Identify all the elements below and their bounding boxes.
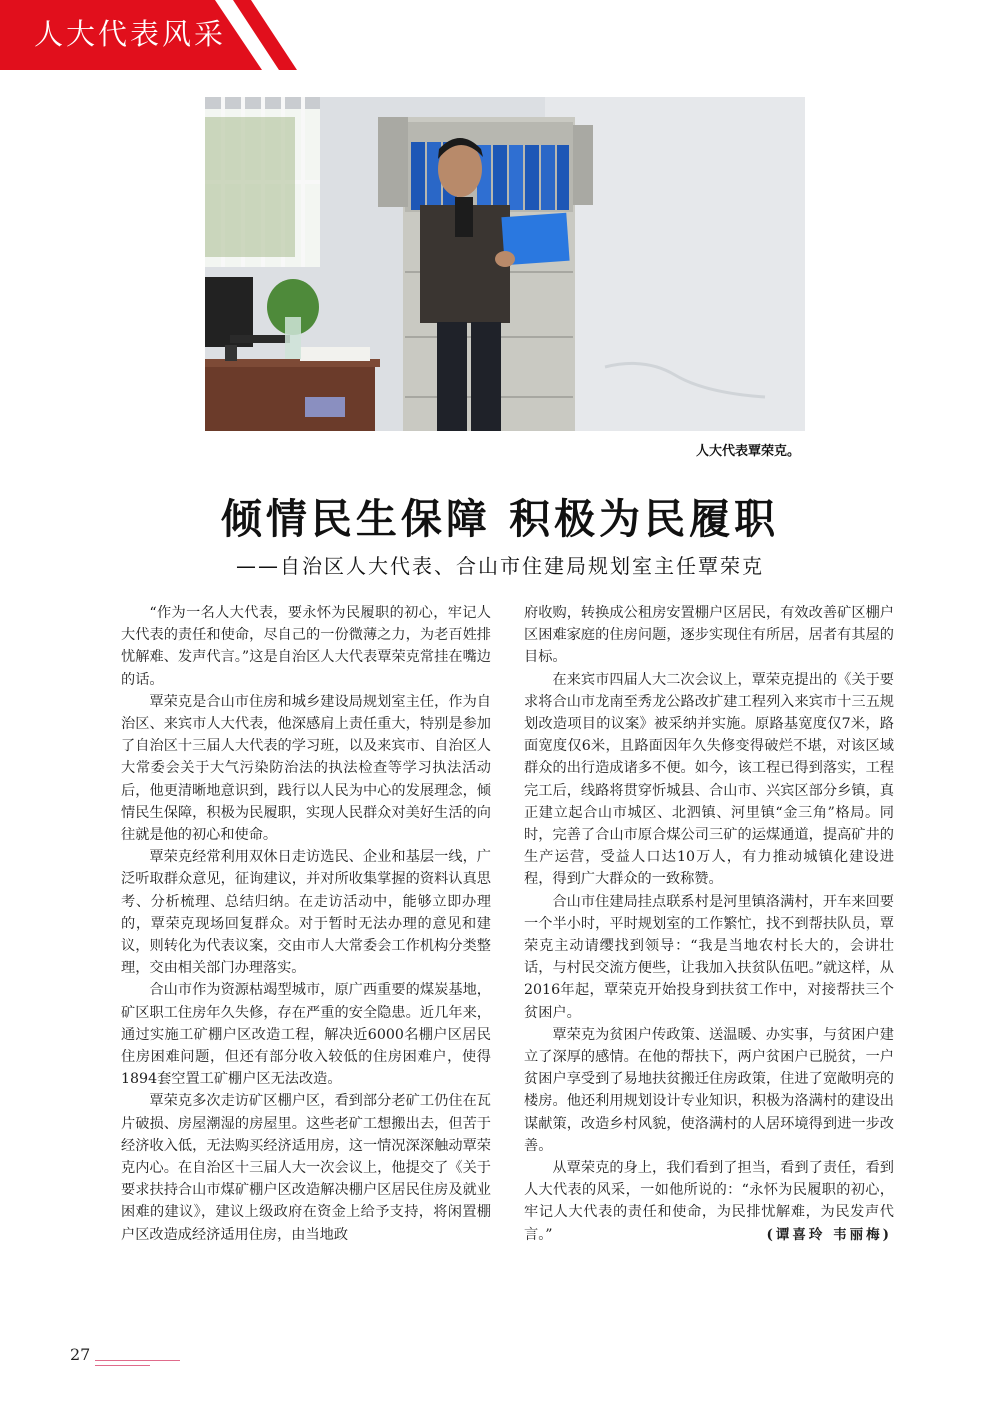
right-column	[524, 602, 894, 1246]
paragraph: 覃荣克为贫困户传政策、送温暖、办实事，与贫困户建立了深厚的感情。在他的帮扶下，两户贫困户已脱贫，一户贫困户享受到了易地扶贫搬迁住房政策，住进了宽敞明亮的楼房。他还利用规划设计专业知识，积极为洛满村的建设出谋献策，改造乡村风貌，使洛满村的人居环境得到进一步改善。	[524, 1026, 894, 1154]
section-title: 人大代表风采	[34, 17, 227, 51]
article-subheadline: ——自治区人大代表、合山市住建局规划室主任覃荣克	[236, 554, 764, 578]
paragraph: 覃荣克是合山市住房和城乡建设局规划室主任，作为自治区、来宾市人大代表，他深感肩上责任重大，特别是参加了自治区十三届人大代表的学习班，以及来宾市、自治区人大常委会关于大气污染防治法的执法检查等学习执法活动后，他更清晰地意识到，践行以人民为中心的发展理念，倾情民生保障，积极为民履职，实现人民群众对美好生活的向往就是他的初心和使命。	[121, 693, 491, 844]
page-rule	[95, 1360, 180, 1361]
photo-caption: 人大代表覃荣克。	[695, 444, 800, 459]
left-column	[121, 602, 491, 1246]
paragraph: 合山市作为资源枯竭型城市，原广西重要的煤炭基地，矿区职工住房年久失修，存在严重的安全隐患。近几年来，通过实施工矿棚户区改造工程，解决近6000名棚户区居民住房困难问题，但还有部分收入较低的住房困难户，使得1894套空置工矿棚户区无法改造。	[121, 982, 491, 1088]
paragraph: 覃荣克多次走访矿区棚户区，看到部分老矿工仍住在瓦片破损、房屋潮湿的房屋里。这些老矿工想搬出去，但苦于经济收入低，无法购买经济适用房，这一情况深深触动覃荣克内心。在自治区十三届人大一次会议上，他提交了《关于要求扶持合山市煤矿棚户区改造解决棚户区居民住房及就业困难的建议》，建议上级政府在资金上给予支持，将闲置棚户区改造成经济适用住房，由当地政	[121, 1093, 491, 1243]
paragraph-continuation: 府收购，转换成公租房安置棚户区居民，有效改善矿区棚户区困难家庭的住房问题，逐步实现住有所居，居者有其屋的目标。	[524, 605, 894, 666]
page-number: 27	[70, 1345, 91, 1364]
paragraph: 从覃荣克的身上，我们看到了担当，看到了责任，看到人大代表的风采，一如他所说的：“永怀为民履职的初心，牢记人大代表的责任和使命，为民排忧解难，为民发声代言。”	[524, 1160, 894, 1243]
article-headline: 倾情民生保障 积极为民履职	[220, 495, 780, 543]
office-photo-illustration	[205, 97, 805, 431]
paragraph: 在来宾市四届人大二次会议上，覃荣克提出的《关于要求将合山市龙南至秀龙公路改扩建工程列入来宾市十三五规划改造项目的议案》被采纳并实施。原路基宽度仅7米，路面宽度仅6米，且路面因年久失修变得破烂不堪，对该区域群众的出行造成诸多不便。如今，该工程已得到落实，工程完工后，线路将贯穿忻城县、合山市、兴宾区部分乡镇，真正建立起合山市城区、北泗镇、河里镇“金三角”格局。同时，完善了合山市原合煤公司三矿的运煤通道，提高矿井的生产运营，受益人口达10万人，有力推动城镇化建设进程，得到广大群众的一致称赞。	[524, 671, 894, 888]
article-photo	[205, 97, 805, 431]
paragraph: “作为一名人大代表，要永怀为民履职的初心，牢记人大代表的责任和使命，尽自己的一份微薄之力，为老百姓排忧解难、发声代言。”这是自治区人大代表覃荣克常挂在嘴边的话。	[121, 605, 491, 688]
author-byline: (谭喜玲 韦丽梅)	[766, 1226, 892, 1243]
page-rule	[95, 1365, 150, 1366]
paragraph: 覃荣克经常利用双休日走访选民、企业和基层一线，广泛听取群众意见，征询建议，并对所收集掌握的资料认真思考、分析梳理、总结归纳。在走访活动中，能够立即办理的，覃荣克现场回复群众。对于暂时无法办理的意见和建议，则转化为代表议案，交由市人大常委会工作机构分类整理，交由相关部门办理落实。	[121, 849, 491, 977]
paragraph: 合山市住建局挂点联系村是河里镇洛满村，开车来回要一个半小时，平时规划室的工作繁忙，找不到帮扶队员，覃荣克主动请缨找到领导：“我是当地农村长大的，会讲壮话，与村民交流方便些，让我加入扶贫队伍吧。”就这样，从2016年起，覃荣克开始投身到扶贫工作中，对接帮扶三个贫困户。	[524, 893, 894, 1021]
